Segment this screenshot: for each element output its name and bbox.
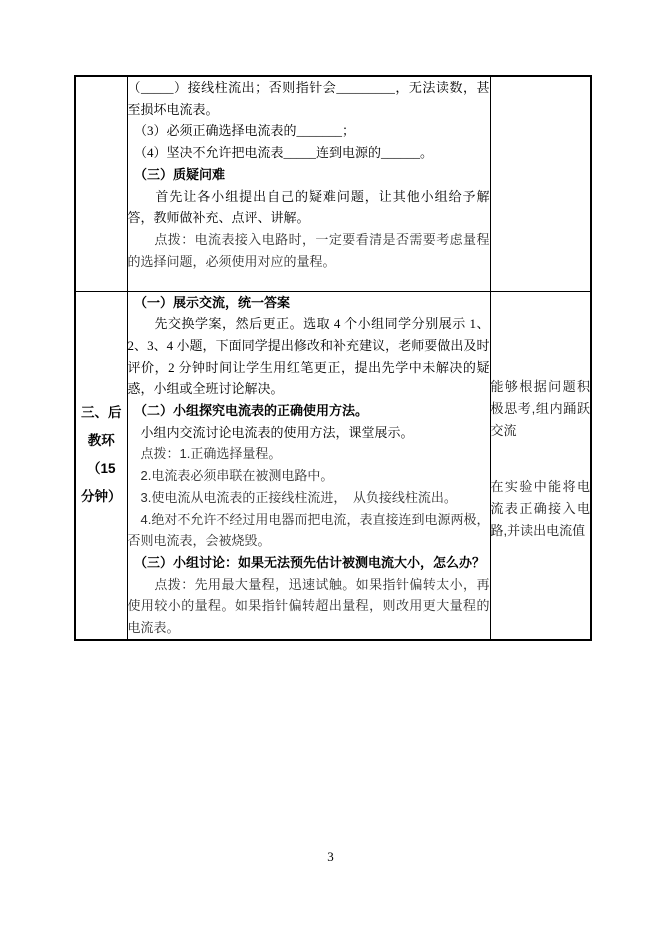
paragraph: （三）小组讨论：如果无法预先估计被测电流大小，怎么办？	[127, 554, 486, 570]
paragraph: 点拨：1.正确选择量程。	[127, 446, 282, 462]
paragraph: 4.绝对不允许不经过用电器而把电流，表直接连到电源两极，否则电流表，会被烧毁。	[127, 511, 490, 549]
paragraph: 2.电流表必须串联在被测电路中。	[127, 468, 334, 484]
paragraph: （二）小组探究电流表的正确使用方法。	[127, 403, 369, 419]
paragraph: （3）必须正确选择电流表的_______；	[127, 123, 356, 139]
paragraph: （_____）接线柱流出；否则指针会_________，无法读数，甚至损坏电流表。	[127, 80, 490, 117]
paragraph: 小组内交流讨论电流表的使用方法，课堂展示。	[127, 424, 414, 440]
table-row	[75, 76, 591, 291]
paragraph: （4）坚决不允许把电流表_____连到电源的______。	[127, 145, 434, 161]
paragraph: 先交换学案，然后更正。选取 4 个小组同学分别展示 1、2、3、4 小题，下面同学提出修改和补充建议，老师要做出及时评价，2 分钟时间让学生用红笔更正，提出先学中未解决的疑惑，小组或全班讨论解决。	[127, 316, 490, 397]
stage-label-line: （15	[86, 461, 116, 477]
paragraph: 首先让各小组提出自己的疑难问题，让其他小组给予解答，教师做补充、点评、讲解。	[127, 188, 490, 226]
note-block: 能够根据问题积极思考,组内踊跃交流	[490, 378, 590, 438]
stage-label	[76, 399, 127, 531]
paragraph: （三）质疑问难	[127, 166, 226, 182]
paragraph: 点拨：电流表接入电路时，一定要看清是否需要考虑量程的选择问题，必须使用对应的量程。	[127, 231, 490, 269]
page-number: 3	[327, 849, 334, 864]
notes-cell	[490, 76, 591, 291]
paragraph: （一）展示交流，统一答案	[127, 294, 291, 310]
lesson-plan-table	[74, 75, 592, 641]
stage-label-line: 分钟）	[81, 489, 122, 505]
stage-label-cell	[75, 291, 127, 640]
stage-label-cell	[75, 76, 127, 291]
stage-label-line: 三、后	[81, 405, 122, 421]
paragraph: 点拨：先用最大量程，迅速试触。如果指针偏转太小，再使用较小的量程。如果指针偏转超出量程，则改用更大量程的电流表。	[127, 576, 490, 636]
stage-label	[76, 174, 127, 194]
note-block: 在实验中能将电流表正确接入电路,并读出电流值	[490, 478, 590, 538]
paragraph: 3.使电流从电流表的正接线柱流进， 从负接线柱流出。	[127, 489, 457, 505]
content-cell	[127, 76, 490, 291]
content-cell	[127, 291, 490, 640]
stage-label-line: 教环	[87, 433, 115, 449]
notes-column	[491, 292, 591, 542]
notes-cell	[490, 291, 591, 640]
table-row	[75, 291, 591, 640]
